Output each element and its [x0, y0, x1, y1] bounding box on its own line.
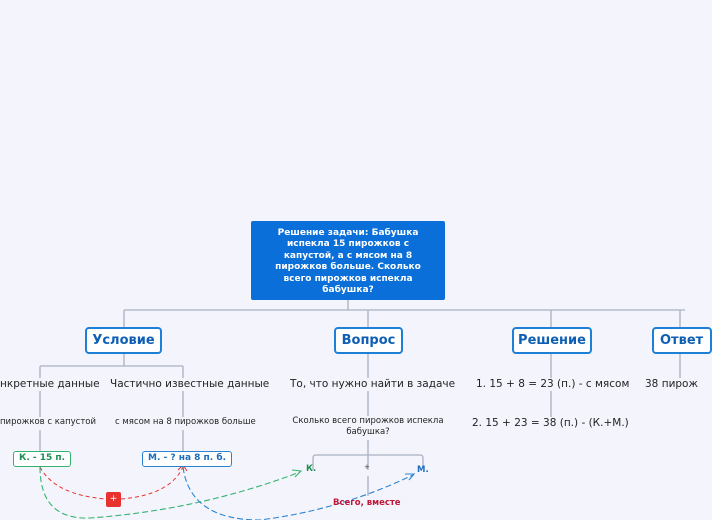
partial-data-label[interactable]: Частично известные данные: [110, 378, 270, 390]
red-relation-arrow-left: [40, 467, 106, 499]
question-plus-sign: +: [364, 463, 370, 471]
blue-relation-arrow: [183, 467, 413, 520]
branch-condition[interactable]: Условие: [85, 327, 162, 354]
green-relation-arrow: [40, 467, 300, 518]
tag-cabbage-15[interactable]: К. - 15 п.: [13, 451, 71, 467]
branch-question[interactable]: Вопрос: [334, 327, 403, 354]
solution-step-1[interactable]: 1. 15 + 8 = 23 (п.) - с мясом: [476, 378, 630, 390]
concrete-data-label[interactable]: нкретные данные: [0, 378, 100, 390]
question-k-label[interactable]: К.: [306, 464, 317, 474]
plus-badge[interactable]: +: [106, 492, 121, 507]
solution-step-2[interactable]: 2. 15 + 23 = 38 (п.) - (К.+М.): [472, 417, 629, 429]
cabbage-label[interactable]: пирожков с капустой: [0, 417, 97, 427]
branch-answer[interactable]: Ответ: [652, 327, 712, 354]
answer-text[interactable]: 38 пирож: [645, 378, 698, 390]
meat-label[interactable]: с мясом на 8 пирожков больше: [115, 417, 256, 427]
question-how-many[interactable]: Сколько всего пирожков испекла бабушка?: [292, 416, 444, 437]
red-relation-arrow-right: [121, 467, 183, 499]
tag-meat-unknown[interactable]: М. - ? на 8 п. б.: [142, 451, 232, 467]
root-topic[interactable]: Решение задачи: Бабушка испекла 15 пирожков с капустой, а с мясом на 8 пирожков больше. Сколько всего пирожков испекла бабушка?: [251, 221, 445, 300]
question-m-label[interactable]: М.: [417, 465, 429, 475]
question-find-label[interactable]: То, что нужно найти в задаче: [290, 378, 456, 390]
question-together-label[interactable]: Всего, вместе: [333, 498, 401, 508]
branch-solution[interactable]: Решение: [512, 327, 592, 354]
